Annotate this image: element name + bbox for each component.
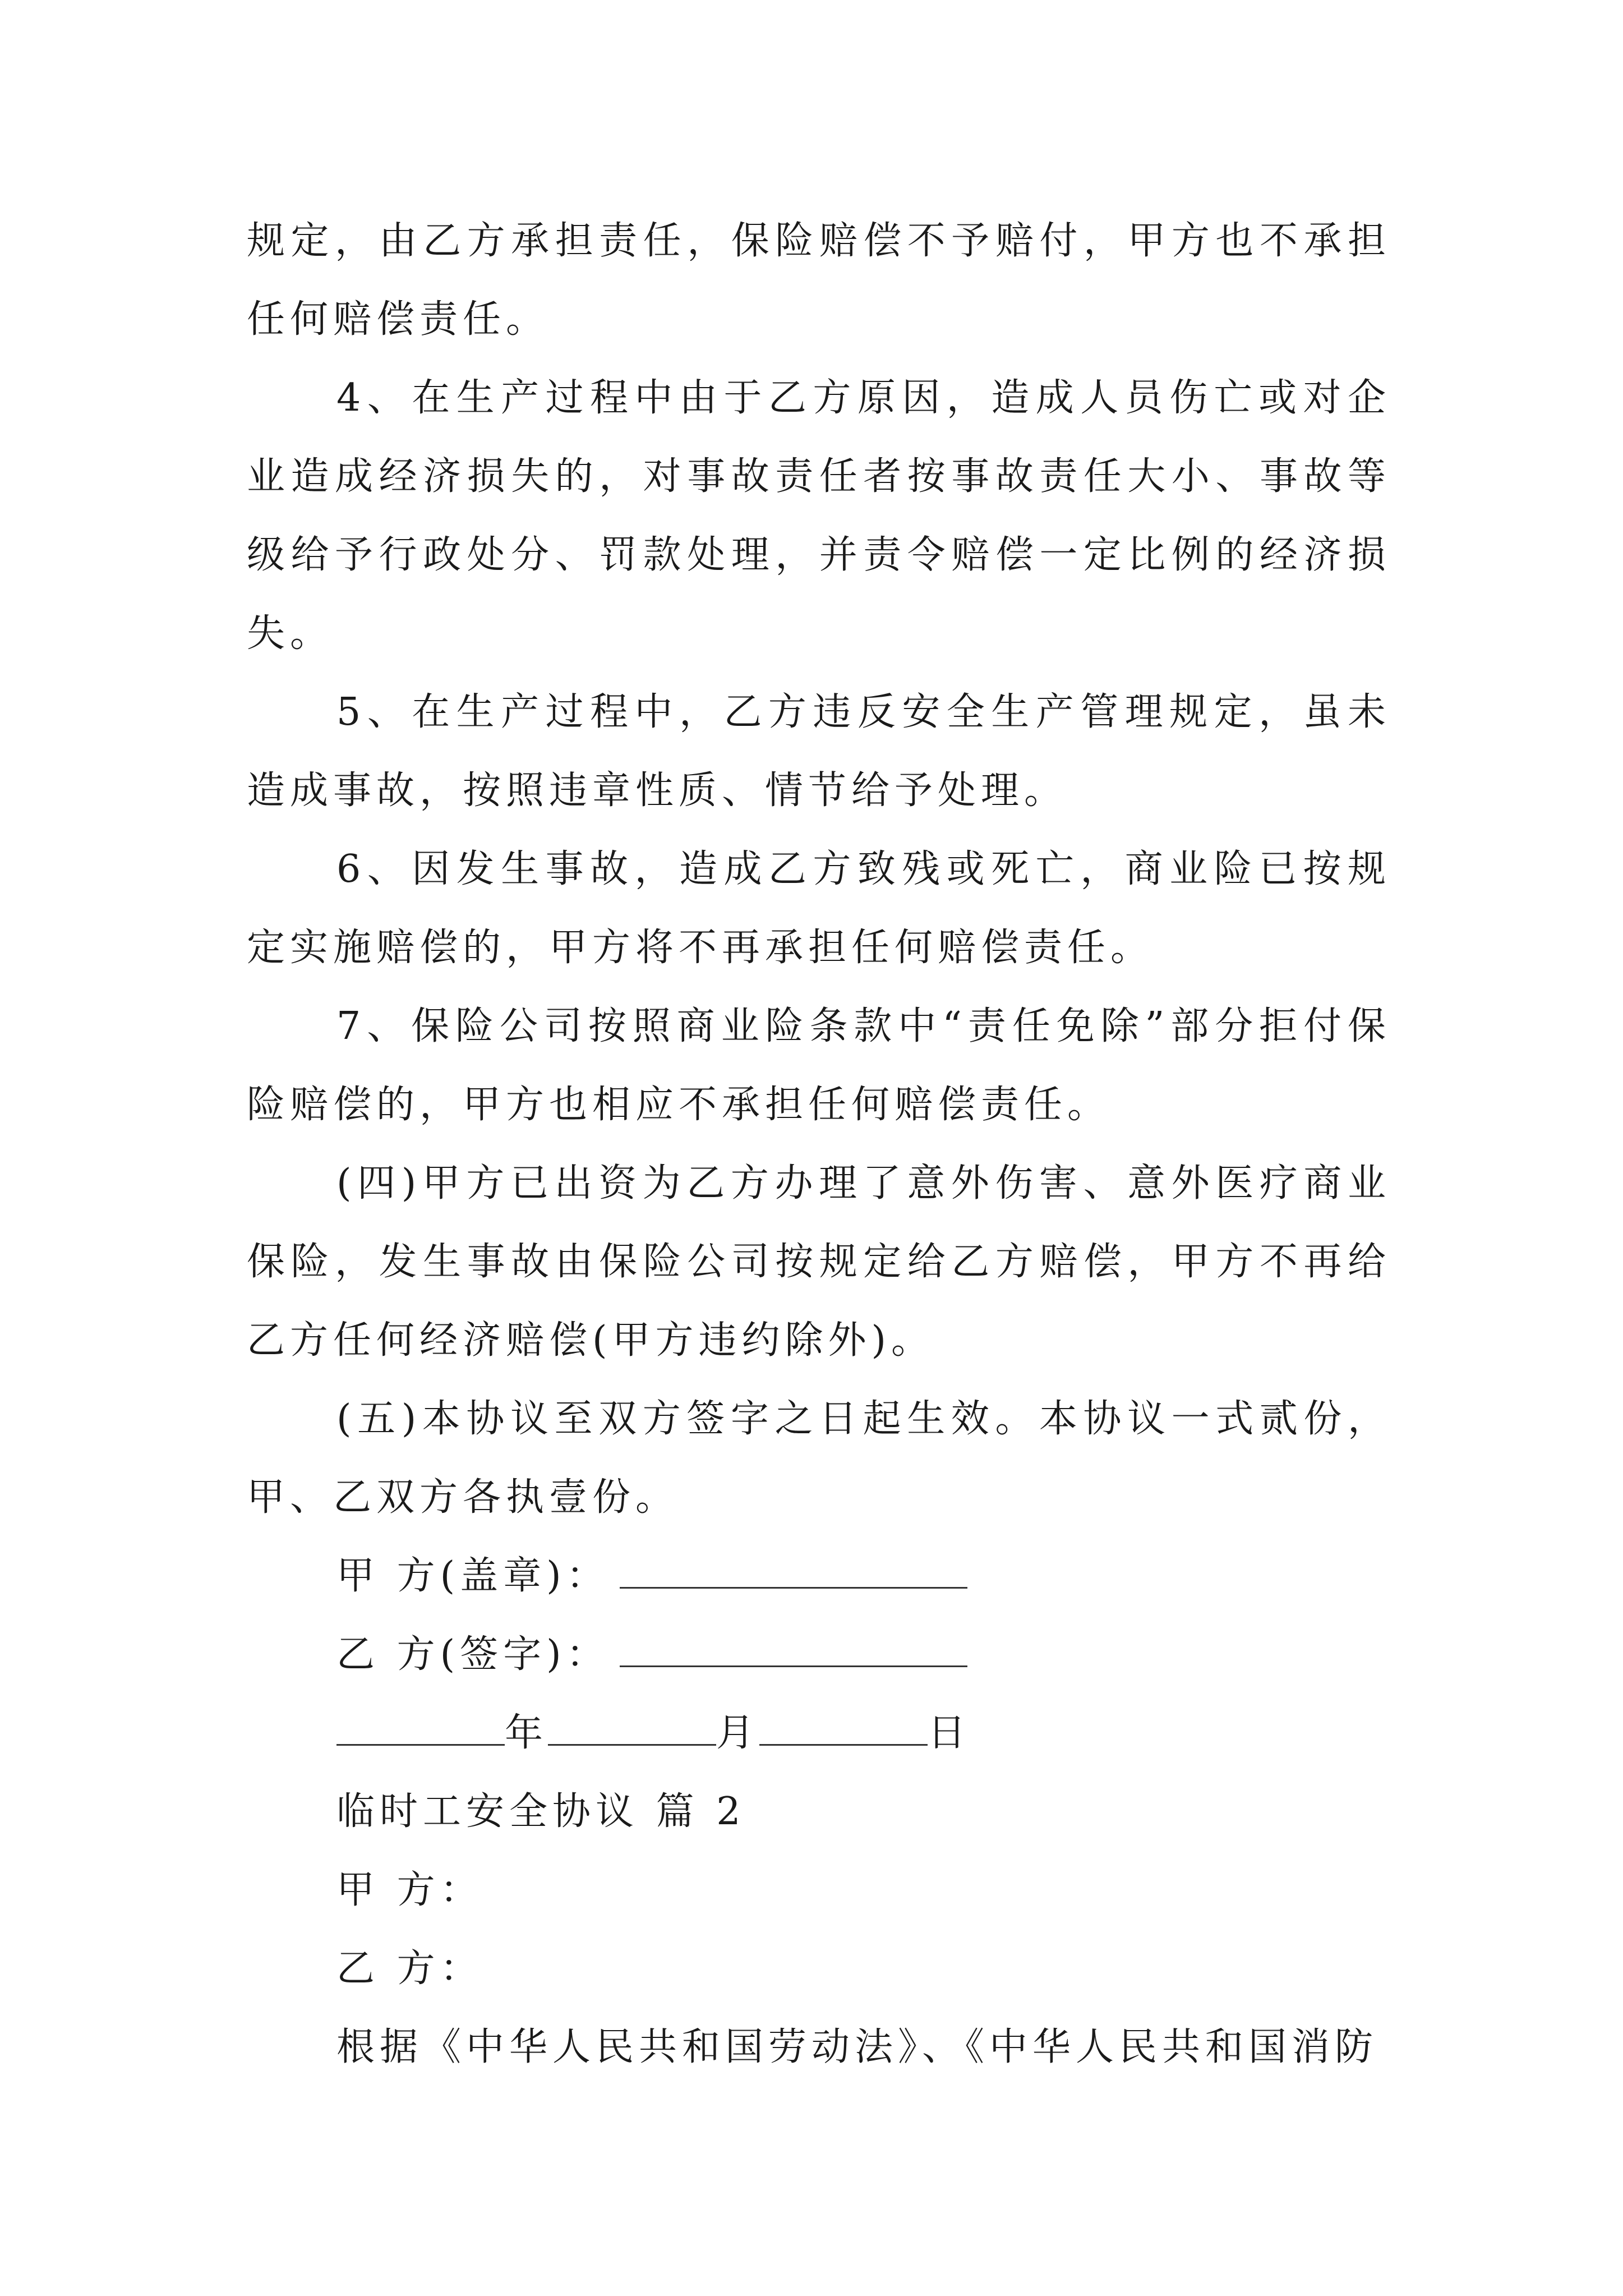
party-a-signature-line <box>247 1537 1391 1616</box>
paragraph-section-5: (五)本协议至双方签字之日起生效。本协议一式贰份，甲、乙双方各执壹份。 <box>247 1397 1391 1520</box>
section-2-title: 临时工安全协议 篇 2 <box>336 1789 746 1834</box>
paragraph-clause-6: 6、因发生事故，造成乙方致残或死亡，商业险已按规定实施赔偿的，甲方将不再承担任何赔偿责任。 <box>247 847 1391 970</box>
month-blank <box>548 1708 716 1746</box>
party-b-blank <box>620 1630 967 1667</box>
party-a-blank <box>620 1551 967 1589</box>
section-2-party-b: 乙 方： <box>336 1947 483 1991</box>
party-b-signature-line <box>247 1616 1391 1694</box>
day-label: 日 <box>928 1711 971 1755</box>
paragraph-clause-5: 5、在生产过程中，乙方违反安全生产管理规定，虽未造成事故，按照违章性质、情节给予处理。 <box>247 690 1391 813</box>
party-a-label: 甲 方(盖章)： <box>336 1554 610 1598</box>
paragraph-continuation: 规定，由乙方承担责任，保险赔偿不予赔付，甲方也不承担任何赔偿责任。 <box>247 219 1391 342</box>
year-blank <box>336 1708 505 1746</box>
document-body <box>247 202 1391 2087</box>
paragraph-section-4: (四)甲方已出资为乙方办理了意外伤害、意外医疗商业保险，发生事故由保险公司按规定给乙方赔偿，甲方不再给乙方任何经济赔偿(甲方违约除外)。 <box>247 1161 1391 1363</box>
month-label: 月 <box>716 1711 760 1755</box>
section-2-party-a: 甲 方： <box>336 1868 483 1912</box>
year-label: 年 <box>505 1711 548 1755</box>
paragraph-clause-7: 7、保险公司按照商业险条款中“责任免除”部分拒付保险赔偿的，甲方也相应不承担任何赔偿责任。 <box>247 1004 1391 1127</box>
paragraph-clause-4: 4、在生产过程中由于乙方原因，造成人员伤亡或对企业造成经济损失的，对事故责任者按事故责任大小、事故等级给予行政处分、罚款处理，并责令赔偿一定比例的经济损失。 <box>247 376 1391 656</box>
date-line <box>247 1694 1391 1773</box>
section-2-intro: 根据《中华人民共和国劳动法》、《中华人民共和国消防 <box>336 2025 1378 2069</box>
day-blank <box>759 1708 928 1746</box>
party-b-label: 乙 方(签字)： <box>336 1632 610 1677</box>
